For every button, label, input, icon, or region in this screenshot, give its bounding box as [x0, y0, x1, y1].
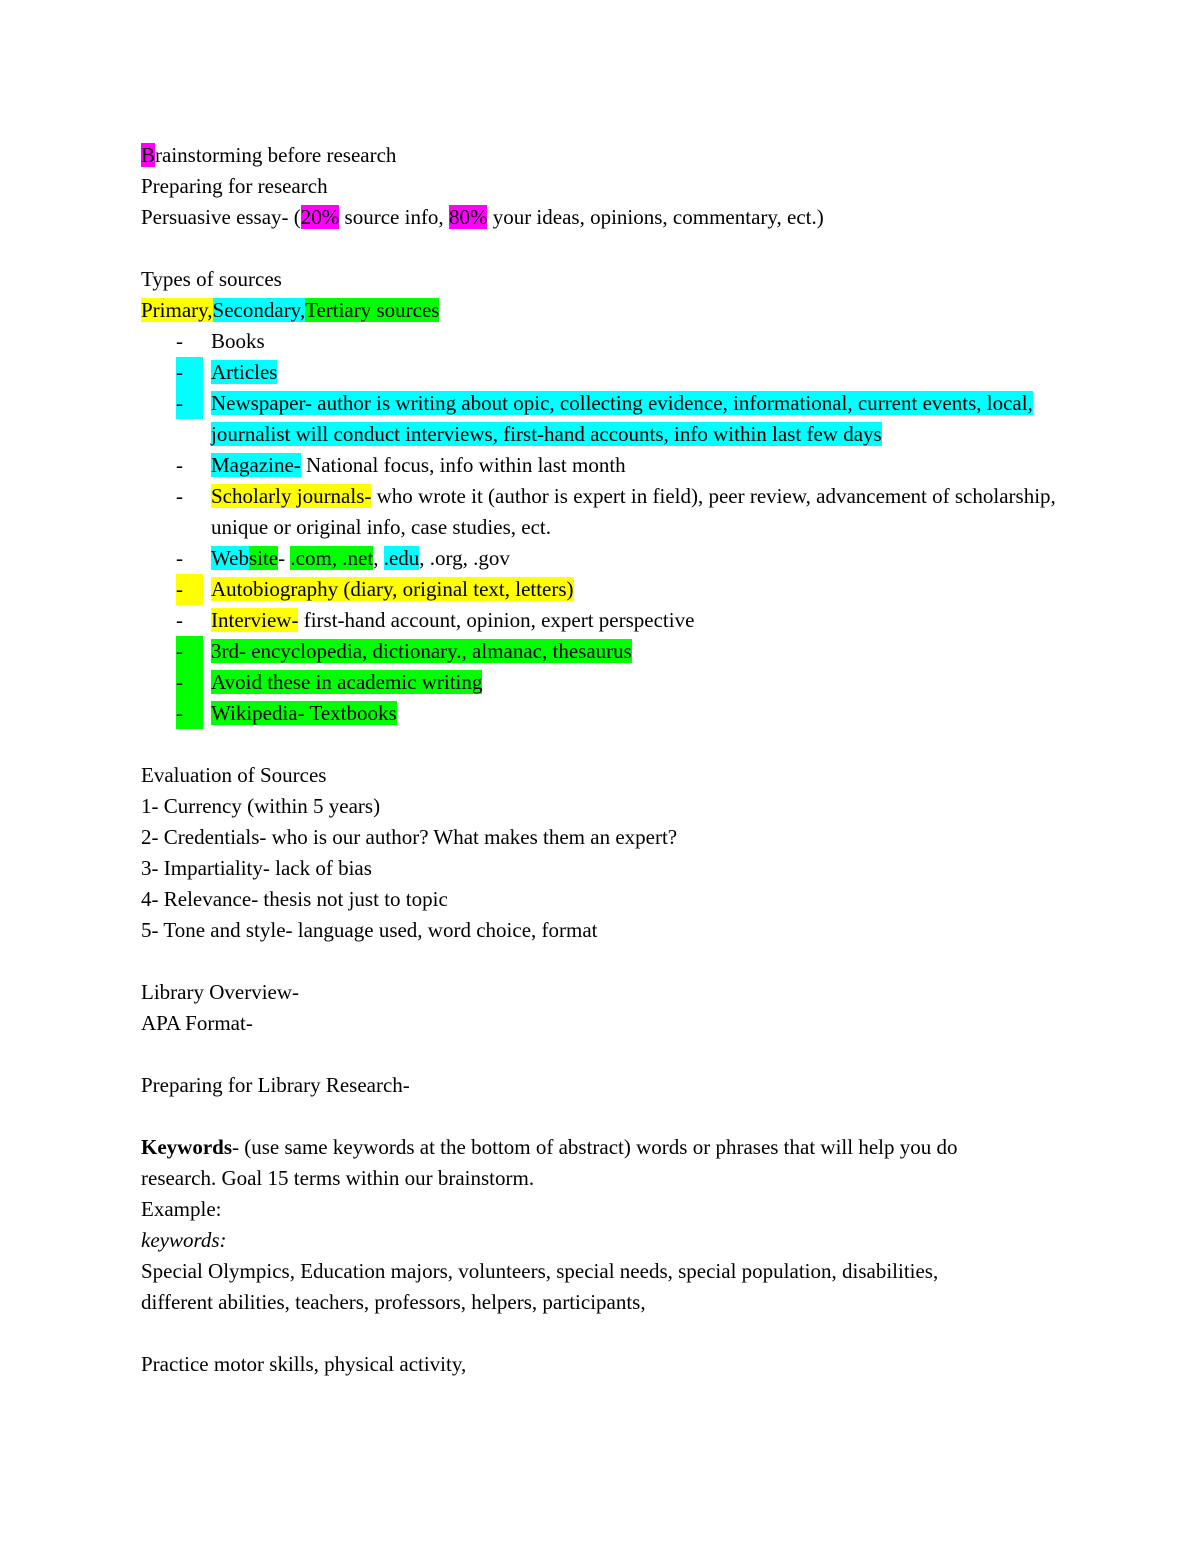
bullet-dash: - [176, 636, 203, 667]
item-text: Autobiography (diary, original text, letters) [211, 577, 574, 601]
preparing-line: Preparing for research [141, 174, 328, 198]
item-label: Magazine- [211, 453, 301, 477]
spacer [141, 729, 1061, 760]
keywords-text: - (use same keywords at the bottom of abstract) words or phrases that will help you do [232, 1135, 958, 1159]
item-text: National focus, info within last month [300, 453, 626, 477]
item-text: , [373, 546, 384, 570]
keywords-label: Keywords [141, 1135, 232, 1159]
item-label: Web [211, 546, 249, 570]
item-text: Books [211, 329, 265, 353]
list-item-articles [141, 357, 1061, 388]
list-item-scholarly [141, 481, 1061, 543]
item-label: Scholarly journals- [211, 484, 372, 508]
item-text: .edu [383, 546, 420, 570]
library-overview: Library Overview- [141, 980, 300, 1004]
evaluation-heading: Evaluation of Sources [141, 763, 327, 787]
bullet-dash: - [176, 574, 203, 605]
bullet-dash: - [176, 357, 203, 388]
source-categories [141, 295, 1061, 326]
highlight-first-letter: B [141, 143, 156, 167]
keywords-line-1 [141, 1132, 1061, 1163]
item-text: first-hand account, opinion, expert perspective [298, 608, 695, 632]
item-text: who wrote it (author is expert in field), peer review, advancement of scholarship, unique or original info, case studies, ect. [211, 484, 1056, 539]
list-item-avoid [141, 667, 1061, 698]
persuasive-text-a: Persuasive essay- ( [141, 205, 301, 229]
bullet-dash: - [176, 608, 183, 632]
evaluation-item: 2- Credentials- who is our author? What makes them an expert? [141, 825, 678, 849]
spacer [141, 233, 1061, 264]
item-text: Avoid these in academic writing [211, 670, 483, 694]
spacer [141, 1101, 1061, 1132]
list-item-third [141, 636, 1061, 667]
keywords-italic-label [141, 1225, 1061, 1256]
bullet-dash: - [176, 329, 183, 353]
title-text: rainstorming before research [155, 143, 397, 167]
item-text: .com, .net [290, 546, 374, 570]
types-heading: Types of sources [141, 267, 282, 291]
evaluation-item: 4- Relevance- thesis not just to topic [141, 887, 448, 911]
source-percent: 20% [300, 205, 340, 229]
list-item-magazine [141, 450, 1061, 481]
keywords-italic: keywords: [141, 1228, 227, 1252]
spacer [141, 1039, 1061, 1070]
persuasive-essay-line [141, 202, 1061, 233]
bullet-dash: - [176, 698, 203, 729]
list-item-newspaper [141, 388, 1061, 450]
item-text: Wikipedia- Textbooks [211, 701, 397, 725]
keywords-list-line-1: Special Olympics, Education majors, volunteers, special needs, special population, disabilities, [141, 1259, 939, 1283]
list-item-books [141, 326, 1061, 357]
list-item-wikipedia [141, 698, 1061, 729]
list-item-autobiography [141, 574, 1061, 605]
spacer [141, 1318, 1061, 1349]
document-body [141, 140, 1061, 1380]
tertiary-label: Tertiary sources [305, 298, 440, 322]
ideas-percent: 80% [448, 205, 488, 229]
title-line [141, 140, 1061, 171]
bullet-dash: - [176, 453, 183, 477]
persuasive-text-b: source info, [339, 205, 449, 229]
item-text: , .org, .gov [419, 546, 510, 570]
item-text: Newspaper- author is writing about opic, collecting evidence, informational, current events, local, journalist will conduct interviews, first-hand accounts, info within last few days [211, 391, 1033, 446]
evaluation-item: 1- Currency (within 5 years) [141, 794, 381, 818]
item-label: site [248, 546, 279, 570]
evaluation-item: 5- Tone and style- language used, word choice, format [141, 918, 598, 942]
bullet-dash: - [176, 667, 203, 698]
list-item-interview [141, 605, 1061, 636]
preparing-library-research: Preparing for Library Research- [141, 1073, 410, 1097]
bullet-dash: - [176, 546, 183, 570]
list-item-website [141, 543, 1061, 574]
secondary-label: Secondary, [212, 298, 306, 322]
bullet-dash: - [176, 484, 183, 508]
keywords-line-2: research. Goal 15 terms within our brainstorm. [141, 1166, 535, 1190]
example-label: Example: [141, 1197, 222, 1221]
spacer [141, 946, 1061, 977]
bullet-dash: - [176, 388, 203, 419]
apa-format: APA Format- [141, 1011, 253, 1035]
keywords-list-line-2: different abilities, teachers, professors, helpers, participants, [141, 1290, 646, 1314]
item-text: 3rd- encyclopedia, dictionary., almanac, thesaurus [211, 639, 632, 663]
item-label: Interview- [211, 608, 299, 632]
item-text: - [278, 546, 291, 570]
persuasive-text-c: your ideas, opinions, commentary, ect.) [487, 205, 824, 229]
item-text: Articles [211, 360, 278, 384]
practice-line: Practice motor skills, physical activity, [141, 1352, 467, 1376]
primary-label: Primary, [141, 298, 213, 322]
evaluation-item: 3- Impartiality- lack of bias [141, 856, 372, 880]
